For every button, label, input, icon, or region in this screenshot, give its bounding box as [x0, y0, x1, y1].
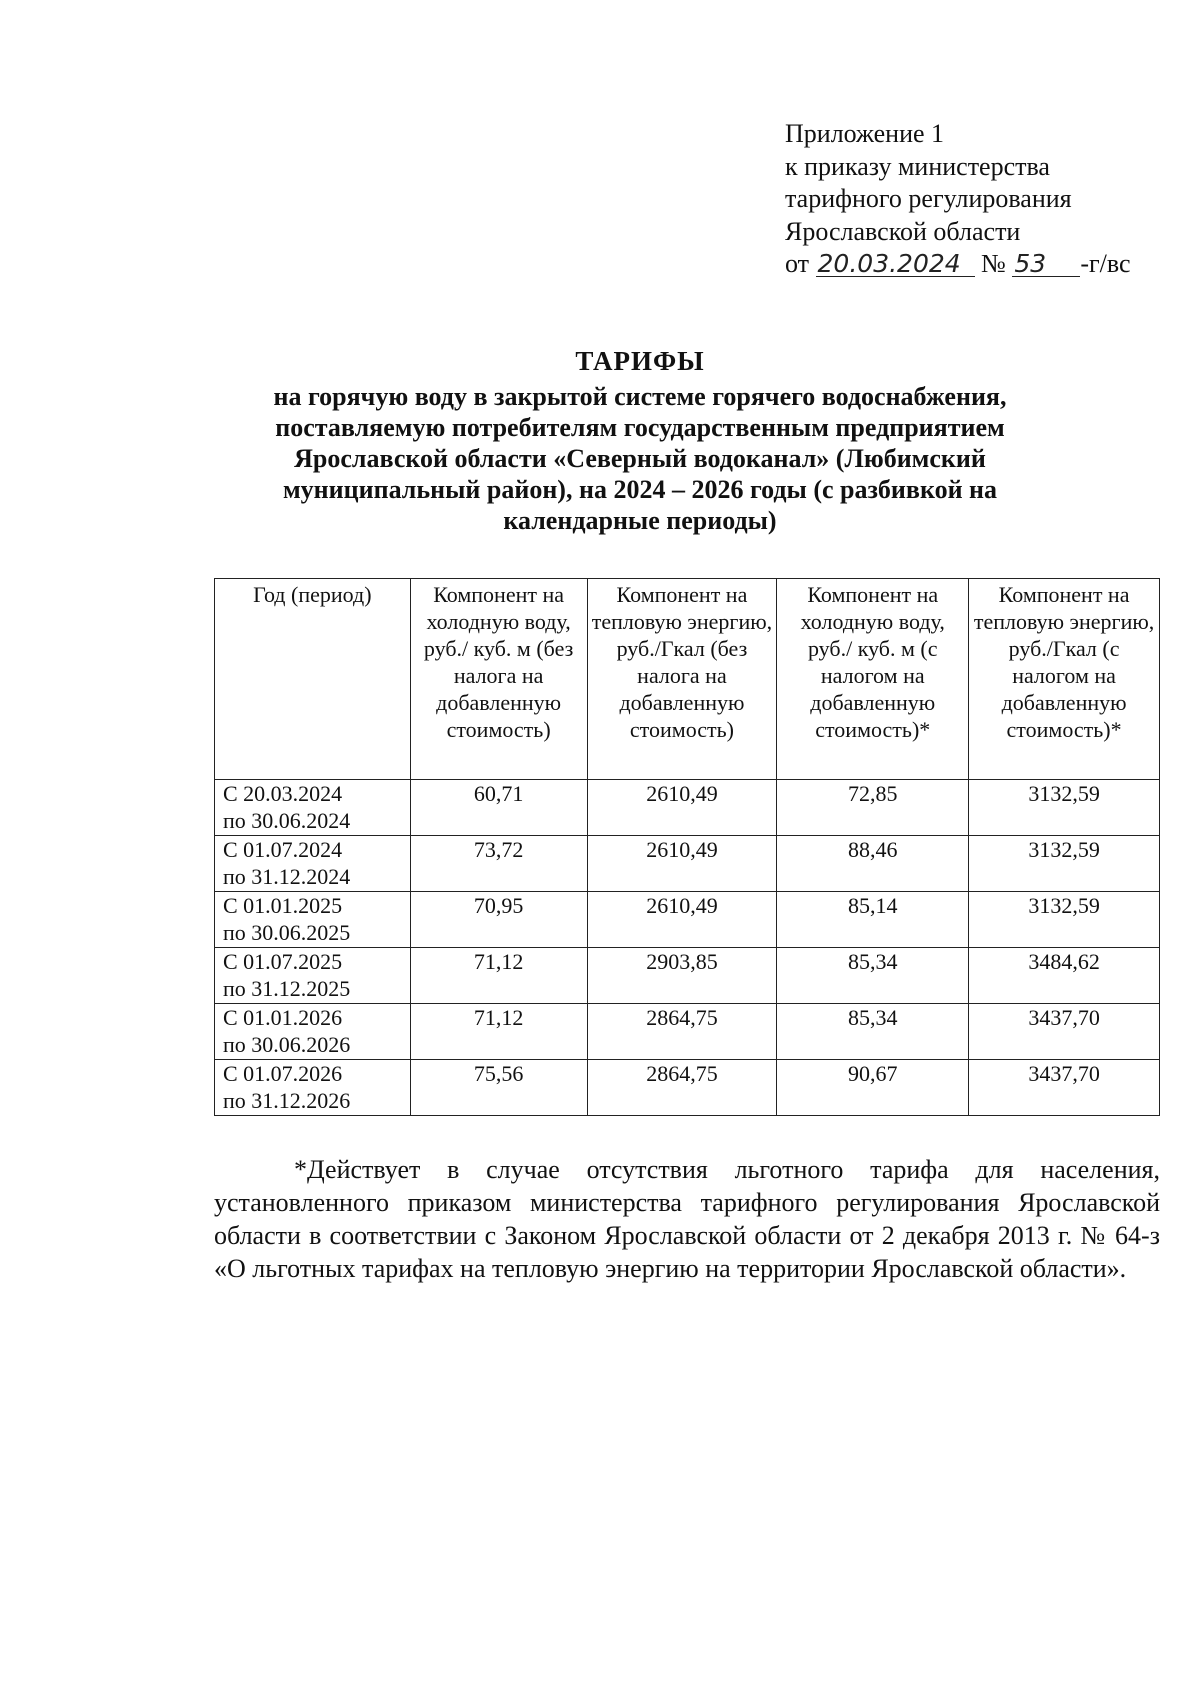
- heat-vat-cell: 3132,59: [969, 780, 1160, 836]
- cold-vat-cell: 72,85: [777, 780, 969, 836]
- header-cold-no-vat: Компонент на холодную воду, руб./ куб. м (без налога на добавленную стоимость): [410, 579, 587, 780]
- cold-no-vat-cell: 71,12: [410, 1004, 587, 1060]
- handwritten-date: 20.03.2024: [816, 252, 975, 277]
- period-to: по 30.06.2024: [223, 808, 351, 833]
- table-row: [215, 780, 1160, 836]
- header-heat-no-vat: Компонент на тепловую энергию, руб./Гкал (без налога на добавленную стоимость): [587, 579, 777, 780]
- appendix-line-4: Ярославской области: [785, 216, 1021, 246]
- heat-no-vat-cell: 2864,75: [587, 1004, 777, 1060]
- period-from: С 01.07.2025: [223, 949, 343, 974]
- cold-vat-cell: 88,46: [777, 836, 969, 892]
- period-cell: [215, 892, 411, 948]
- handwritten-number: 53: [1012, 252, 1080, 277]
- heat-vat-cell: 3437,70: [969, 1004, 1160, 1060]
- title-line-5: календарные периоды): [503, 506, 777, 535]
- title-line-2: поставляемую потребителям государственным предприятием: [275, 413, 1005, 442]
- cold-no-vat-cell: 73,72: [410, 836, 587, 892]
- heat-no-vat-cell: 2610,49: [587, 780, 777, 836]
- table-row: [215, 1060, 1160, 1116]
- order-suffix: -г/вс: [1080, 249, 1131, 278]
- cold-vat-cell: 90,67: [777, 1060, 969, 1116]
- table-row: [215, 1004, 1160, 1060]
- cold-vat-cell: 85,14: [777, 892, 969, 948]
- header-cold-vat: Компонент на холодную воду, руб./ куб. м (с налогом на добавленную стоимость)*: [777, 579, 969, 780]
- appendix-line-2: к приказу министерства: [785, 151, 1050, 181]
- cold-no-vat-cell: 75,56: [410, 1060, 587, 1116]
- heat-vat-cell: 3132,59: [969, 836, 1160, 892]
- heat-vat-cell: 3484,62: [969, 948, 1160, 1004]
- header-period: Год (период): [215, 579, 411, 780]
- period-from: С 01.01.2025: [223, 893, 343, 918]
- table-row: [215, 836, 1160, 892]
- cold-no-vat-cell: 71,12: [410, 948, 587, 1004]
- header-heat-vat: Компонент на тепловую энергию, руб./Гкал (с налогом на добавленную стоимость)*: [969, 579, 1160, 780]
- appendix-line-1: Приложение 1: [785, 119, 945, 148]
- period-to: по 31.12.2026: [223, 1088, 351, 1113]
- title-main: ТАРИФЫ: [575, 346, 705, 376]
- appendix-order-line: [785, 248, 1131, 281]
- period-cell: [215, 836, 411, 892]
- table-row: [215, 948, 1160, 1004]
- table-row: [215, 892, 1160, 948]
- period-cell: [215, 948, 411, 1004]
- period-to: по 31.12.2025: [223, 976, 351, 1001]
- period-to: по 30.06.2025: [223, 920, 351, 945]
- period-from: С 20.03.2024: [223, 781, 343, 806]
- tariff-table: [214, 578, 1160, 1116]
- period-from: С 01.01.2026: [223, 1005, 343, 1030]
- cold-vat-cell: 85,34: [777, 948, 969, 1004]
- from-label: от: [785, 249, 810, 278]
- period-from: С 01.07.2026: [223, 1061, 343, 1086]
- footnote: *Действует в случае отсутствия льготного тарифа для населения, установленного приказом министерства тарифного регулирования Ярославской области в соответствии с Законом Ярославской области от 2 декабря 2013 г. № 64-з «О льготных тарифах на тепловую энергию на территории Ярославской области».: [214, 1155, 1160, 1283]
- number-label: №: [981, 249, 1006, 278]
- cold-no-vat-cell: 60,71: [410, 780, 587, 836]
- period-to: по 31.12.2024: [223, 864, 351, 889]
- heat-no-vat-cell: 2903,85: [587, 948, 777, 1004]
- appendix-line-3: тарифного регулирования: [785, 184, 1072, 213]
- heat-no-vat-cell: 2610,49: [587, 836, 777, 892]
- heat-vat-cell: 3437,70: [969, 1060, 1160, 1116]
- title-line-3: Ярославской области «Северный водоканал» (Любимский: [294, 444, 986, 473]
- heat-no-vat-cell: 2610,49: [587, 892, 777, 948]
- table-header-row: [215, 579, 1160, 780]
- title-line-1: на горячую воду в закрытой системе горячего водоснабжения,: [273, 382, 1007, 411]
- cold-no-vat-cell: 70,95: [410, 892, 587, 948]
- title-line-4: муниципальный район), на 2024 – 2026 годы (с разбивкой на: [282, 475, 998, 504]
- appendix-block: [785, 118, 1131, 281]
- document-title: [200, 346, 1080, 536]
- period-cell: [215, 1060, 411, 1116]
- heat-vat-cell: 3132,59: [969, 892, 1160, 948]
- period-cell: [215, 780, 411, 836]
- cold-vat-cell: 85,34: [777, 1004, 969, 1060]
- heat-no-vat-cell: 2864,75: [587, 1060, 777, 1116]
- period-to: по 30.06.2026: [223, 1032, 351, 1057]
- period-cell: [215, 1004, 411, 1060]
- period-from: С 01.07.2024: [223, 837, 343, 862]
